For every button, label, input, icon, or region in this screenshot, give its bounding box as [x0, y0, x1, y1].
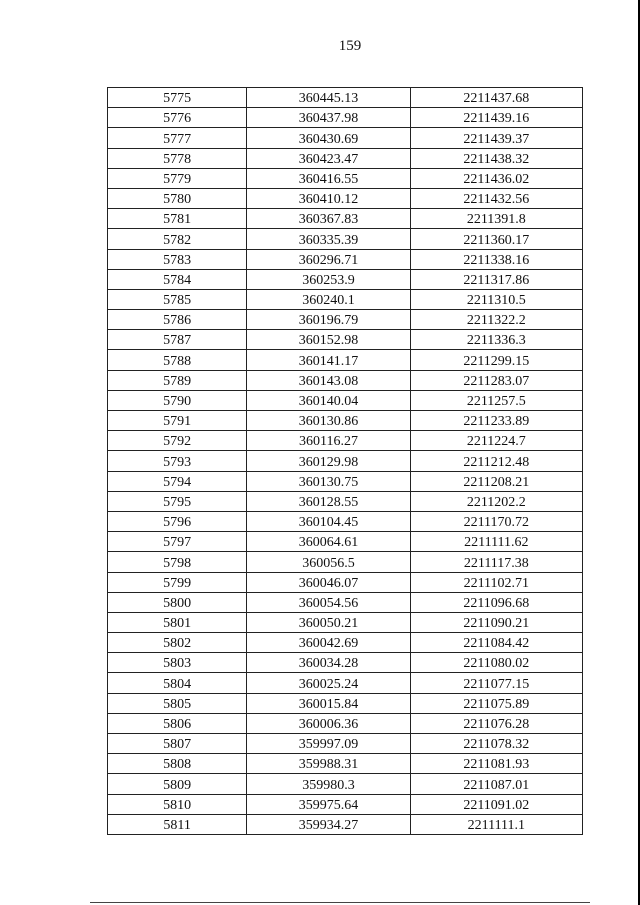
x-coordinate-cell: 360006.36: [247, 713, 410, 733]
point-number-cell: 5792: [108, 431, 247, 451]
table-row: [108, 653, 583, 673]
x-coordinate-cell: 360056.5: [247, 552, 410, 572]
y-coordinate-cell: 2211283.07: [410, 370, 582, 390]
x-coordinate-cell: 360130.75: [247, 471, 410, 491]
point-number-cell: 5805: [108, 693, 247, 713]
y-coordinate-cell: 2211338.16: [410, 249, 582, 269]
x-coordinate-cell: 360130.86: [247, 411, 410, 431]
table-row: [108, 188, 583, 208]
y-coordinate-cell: 2211091.02: [410, 794, 582, 814]
x-coordinate-cell: 360240.1: [247, 289, 410, 309]
table-row: [108, 633, 583, 653]
table-row: [108, 370, 583, 390]
table-row: [108, 108, 583, 128]
point-number-cell: 5797: [108, 532, 247, 552]
table-row: [108, 209, 583, 229]
y-coordinate-cell: 2211202.2: [410, 491, 582, 511]
x-coordinate-cell: 360054.56: [247, 592, 410, 612]
y-coordinate-cell: 2211257.5: [410, 390, 582, 410]
y-coordinate-cell: 2211224.7: [410, 431, 582, 451]
point-number-cell: 5804: [108, 673, 247, 693]
point-number-cell: 5786: [108, 310, 247, 330]
table-row: [108, 814, 583, 834]
page-number: 159: [338, 38, 362, 54]
point-number-cell: 5808: [108, 754, 247, 774]
x-coordinate-cell: 360034.28: [247, 653, 410, 673]
table-row: [108, 431, 583, 451]
point-number-cell: 5793: [108, 451, 247, 471]
point-number-cell: 5810: [108, 794, 247, 814]
x-coordinate-cell: 360140.04: [247, 390, 410, 410]
point-number-cell: 5802: [108, 633, 247, 653]
y-coordinate-cell: 2211170.72: [410, 511, 582, 531]
y-coordinate-cell: 2211212.48: [410, 451, 582, 471]
point-number-cell: 5803: [108, 653, 247, 673]
x-coordinate-cell: 360025.24: [247, 673, 410, 693]
y-coordinate-cell: 2211436.02: [410, 168, 582, 188]
x-coordinate-cell: 360128.55: [247, 491, 410, 511]
y-coordinate-cell: 2211076.28: [410, 713, 582, 733]
y-coordinate-cell: 2211439.37: [410, 128, 582, 148]
table-row: [108, 471, 583, 491]
table-row: [108, 552, 583, 572]
x-coordinate-cell: 360064.61: [247, 532, 410, 552]
point-number-cell: 5784: [108, 269, 247, 289]
x-coordinate-cell: 360430.69: [247, 128, 410, 148]
y-coordinate-cell: 2211233.89: [410, 411, 582, 431]
coordinates-table-body: [108, 88, 583, 835]
x-coordinate-cell: 359997.09: [247, 734, 410, 754]
x-coordinate-cell: 359980.3: [247, 774, 410, 794]
y-coordinate-cell: 2211078.32: [410, 734, 582, 754]
y-coordinate-cell: 2211439.16: [410, 108, 582, 128]
table-row: [108, 774, 583, 794]
point-number-cell: 5785: [108, 289, 247, 309]
x-coordinate-cell: 360445.13: [247, 88, 410, 108]
y-coordinate-cell: 2211081.93: [410, 754, 582, 774]
y-coordinate-cell: 2211432.56: [410, 188, 582, 208]
point-number-cell: 5790: [108, 390, 247, 410]
x-coordinate-cell: 360015.84: [247, 693, 410, 713]
y-coordinate-cell: 2211391.8: [410, 209, 582, 229]
point-number-cell: 5779: [108, 168, 247, 188]
table-row: [108, 88, 583, 108]
y-coordinate-cell: 2211075.89: [410, 693, 582, 713]
point-number-cell: 5801: [108, 612, 247, 632]
x-coordinate-cell: 359975.64: [247, 794, 410, 814]
table-row: [108, 673, 583, 693]
table-row: [108, 491, 583, 511]
y-coordinate-cell: 2211111.1: [410, 814, 582, 834]
x-coordinate-cell: 360116.27: [247, 431, 410, 451]
x-coordinate-cell: 360410.12: [247, 188, 410, 208]
y-coordinate-cell: 2211360.17: [410, 229, 582, 249]
x-coordinate-cell: 360050.21: [247, 612, 410, 632]
table-row: [108, 249, 583, 269]
point-number-cell: 5809: [108, 774, 247, 794]
point-number-cell: 5796: [108, 511, 247, 531]
x-coordinate-cell: 360335.39: [247, 229, 410, 249]
x-coordinate-cell: 360129.98: [247, 451, 410, 471]
table-row: [108, 794, 583, 814]
point-number-cell: 5783: [108, 249, 247, 269]
table-row: [108, 693, 583, 713]
point-number-cell: 5806: [108, 713, 247, 733]
point-number-cell: 5781: [108, 209, 247, 229]
point-number-cell: 5787: [108, 330, 247, 350]
x-coordinate-cell: 360046.07: [247, 572, 410, 592]
x-coordinate-cell: 360423.47: [247, 148, 410, 168]
point-number-cell: 5776: [108, 108, 247, 128]
point-number-cell: 5798: [108, 552, 247, 572]
point-number-cell: 5794: [108, 471, 247, 491]
y-coordinate-cell: 2211310.5: [410, 289, 582, 309]
x-coordinate-cell: 360152.98: [247, 330, 410, 350]
coordinates-table: [107, 87, 583, 835]
table-row: [108, 511, 583, 531]
y-coordinate-cell: 2211317.86: [410, 269, 582, 289]
table-row: [108, 350, 583, 370]
y-coordinate-cell: 2211080.02: [410, 653, 582, 673]
point-number-cell: 5795: [108, 491, 247, 511]
point-number-cell: 5791: [108, 411, 247, 431]
table-row: [108, 532, 583, 552]
table-row: [108, 592, 583, 612]
table-row: [108, 128, 583, 148]
x-coordinate-cell: 360104.45: [247, 511, 410, 531]
x-coordinate-cell: 360416.55: [247, 168, 410, 188]
table-row: [108, 168, 583, 188]
x-coordinate-cell: 360196.79: [247, 310, 410, 330]
point-number-cell: 5780: [108, 188, 247, 208]
y-coordinate-cell: 2211299.15: [410, 350, 582, 370]
y-coordinate-cell: 2211096.68: [410, 592, 582, 612]
y-coordinate-cell: 2211077.15: [410, 673, 582, 693]
x-coordinate-cell: 360367.83: [247, 209, 410, 229]
table-row: [108, 390, 583, 410]
page-edge-bottom: [90, 902, 590, 903]
x-coordinate-cell: 360141.17: [247, 350, 410, 370]
point-number-cell: 5800: [108, 592, 247, 612]
x-coordinate-cell: 360296.71: [247, 249, 410, 269]
y-coordinate-cell: 2211336.3: [410, 330, 582, 350]
table-row: [108, 734, 583, 754]
y-coordinate-cell: 2211208.21: [410, 471, 582, 491]
y-coordinate-cell: 2211438.32: [410, 148, 582, 168]
x-coordinate-cell: 360437.98: [247, 108, 410, 128]
y-coordinate-cell: 2211111.62: [410, 532, 582, 552]
y-coordinate-cell: 2211437.68: [410, 88, 582, 108]
point-number-cell: 5788: [108, 350, 247, 370]
point-number-cell: 5778: [108, 148, 247, 168]
table-row: [108, 229, 583, 249]
table-row: [108, 754, 583, 774]
x-coordinate-cell: 360143.08: [247, 370, 410, 390]
y-coordinate-cell: 2211090.21: [410, 612, 582, 632]
point-number-cell: 5799: [108, 572, 247, 592]
table-row: [108, 330, 583, 350]
y-coordinate-cell: 2211102.71: [410, 572, 582, 592]
y-coordinate-cell: 2211117.38: [410, 552, 582, 572]
point-number-cell: 5807: [108, 734, 247, 754]
table-row: [108, 713, 583, 733]
table-row: [108, 411, 583, 431]
x-coordinate-cell: 359934.27: [247, 814, 410, 834]
table-row: [108, 451, 583, 471]
table-row: [108, 148, 583, 168]
x-coordinate-cell: 360042.69: [247, 633, 410, 653]
point-number-cell: 5782: [108, 229, 247, 249]
x-coordinate-cell: 360253.9: [247, 269, 410, 289]
point-number-cell: 5777: [108, 128, 247, 148]
table-row: [108, 310, 583, 330]
y-coordinate-cell: 2211322.2: [410, 310, 582, 330]
y-coordinate-cell: 2211084.42: [410, 633, 582, 653]
point-number-cell: 5789: [108, 370, 247, 390]
point-number-cell: 5775: [108, 88, 247, 108]
point-number-cell: 5811: [108, 814, 247, 834]
x-coordinate-cell: 359988.31: [247, 754, 410, 774]
table-row: [108, 289, 583, 309]
table-row: [108, 269, 583, 289]
table-row: [108, 612, 583, 632]
table-row: [108, 572, 583, 592]
y-coordinate-cell: 2211087.01: [410, 774, 582, 794]
